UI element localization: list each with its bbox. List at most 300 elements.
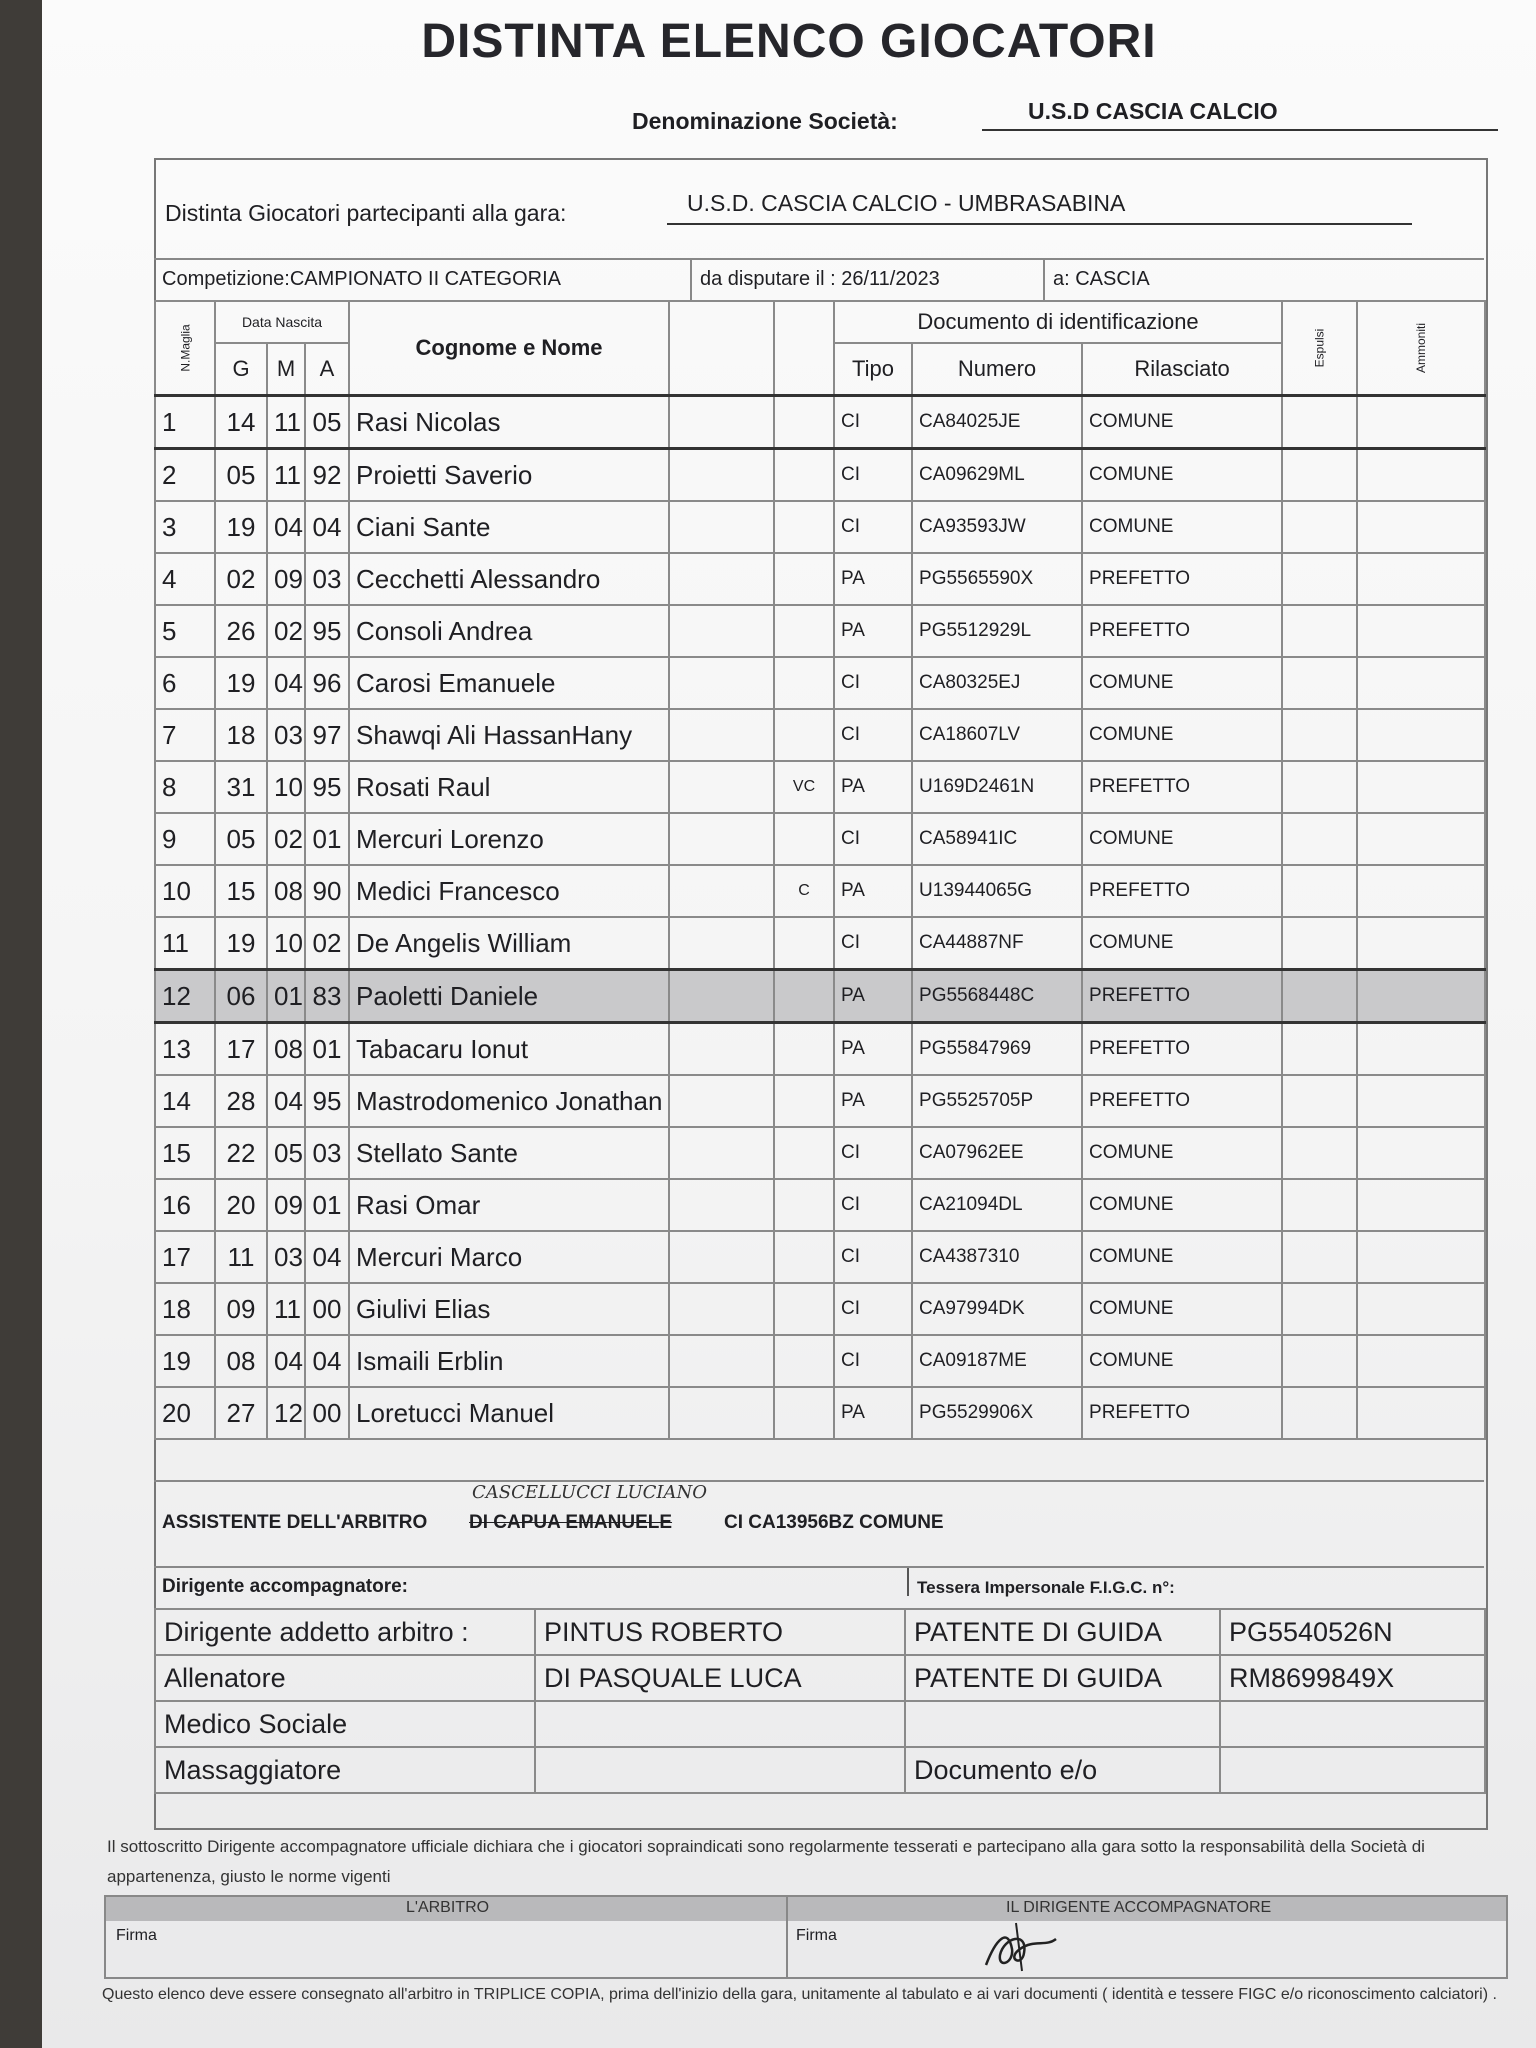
blank-cell-1 — [669, 449, 774, 502]
captain-mark-cell — [774, 813, 834, 865]
doc-issuer-cell: COMUNE — [1082, 1283, 1282, 1335]
jersey-number-cell: 12 — [155, 970, 215, 1023]
signature-divider — [786, 1897, 788, 1977]
staff-num-cell: RM8699849X — [1220, 1655, 1485, 1701]
numero-header: Numero — [912, 343, 1082, 396]
player-name-cell: Mastrodomenico Jonathan — [349, 1075, 669, 1127]
doc-type-cell: CI — [834, 813, 912, 865]
doc-number-cell: U13944065G — [912, 865, 1082, 917]
table-row — [155, 1335, 1485, 1387]
player-name-cell: Mercuri Lorenzo — [349, 813, 669, 865]
declaration-text: Il sottoscritto Dirigente accompagnatore ufficiale dichiara che i giocatori sopraindicati sono regolarmente tesserati e partecipano alla gara sotto la responsabilità della Società di appartenenza, giusto le norme vigenti — [107, 1837, 1425, 1886]
captain-mark-cell — [774, 709, 834, 761]
doc-type-cell: CI — [834, 1231, 912, 1283]
blank-cell-1 — [669, 605, 774, 657]
captain-mark-cell — [774, 605, 834, 657]
signature-box — [104, 1895, 1508, 1979]
birth-month-cell: 04 — [267, 1335, 305, 1387]
ammoniti-cell — [1357, 1179, 1485, 1231]
espulsi-cell — [1282, 1387, 1357, 1439]
birth-day-cell: 27 — [215, 1387, 267, 1439]
player-name-cell: Consoli Andrea — [349, 605, 669, 657]
staff-num-cell — [1220, 1701, 1485, 1747]
birth-month-cell: 03 — [267, 1231, 305, 1283]
jersey-number-cell: 20 — [155, 1387, 215, 1439]
player-name-cell: Rasi Omar — [349, 1179, 669, 1231]
doc-issuer-cell: COMUNE — [1082, 657, 1282, 709]
birth-year-cell: 83 — [305, 970, 349, 1023]
birth-month-cell: 02 — [267, 813, 305, 865]
birth-day-cell: 08 — [215, 1335, 267, 1387]
doc-type-cell: PA — [834, 605, 912, 657]
blank-cell-1 — [669, 1283, 774, 1335]
staff-name-cell — [535, 1701, 905, 1747]
match-label: Distinta Giocatori partecipanti alla gara: — [165, 200, 567, 226]
doc-type-cell: CI — [834, 657, 912, 709]
birthdate-header: Data Nascita — [215, 301, 349, 343]
doc-type-cell: CI — [834, 709, 912, 761]
assistant-row — [154, 1480, 1484, 1568]
blank-header-1 — [669, 301, 774, 396]
player-name-cell: Ciani Sante — [349, 501, 669, 553]
doc-type-cell: PA — [834, 1387, 912, 1439]
birth-month-cell: 11 — [267, 449, 305, 502]
jersey-number-cell: 19 — [155, 1335, 215, 1387]
table-row — [155, 657, 1485, 709]
staff-num-cell — [1220, 1747, 1485, 1793]
birth-day-cell: 11 — [215, 1231, 267, 1283]
ammoniti-cell — [1357, 657, 1485, 709]
birth-month-cell: 09 — [267, 553, 305, 605]
assistant-document: CI CA13956BZ COMUNE — [724, 1512, 944, 1533]
assistant-label: ASSISTENTE DELL'ARBITRO — [162, 1512, 428, 1533]
blank-cell-1 — [669, 1179, 774, 1231]
table-row — [155, 1231, 1485, 1283]
birth-year-cell: 05 — [305, 396, 349, 449]
birth-year-cell: 97 — [305, 709, 349, 761]
birth-year-cell: 00 — [305, 1283, 349, 1335]
espulsi-cell — [1282, 605, 1357, 657]
jersey-number-cell: 2 — [155, 449, 215, 502]
player-name-cell: Rosati Raul — [349, 761, 669, 813]
birth-month-cell: 05 — [267, 1127, 305, 1179]
birth-day-cell: 05 — [215, 449, 267, 502]
match-date: da disputare il : 26/11/2023 — [692, 260, 1045, 300]
player-name-cell: De Angelis William — [349, 917, 669, 970]
blank-header-2 — [774, 301, 834, 396]
jersey-number-cell: 13 — [155, 1023, 215, 1076]
staff-role-cell: Massaggiatore — [155, 1747, 535, 1793]
staff-doc-cell — [905, 1701, 1220, 1747]
birth-month-cell: 01 — [267, 970, 305, 1023]
doc-type-cell: PA — [834, 970, 912, 1023]
doc-number-cell: CA4387310 — [912, 1231, 1082, 1283]
birth-year-cell: 90 — [305, 865, 349, 917]
table-row — [155, 813, 1485, 865]
blank-cell-1 — [669, 970, 774, 1023]
ammoniti-cell — [1357, 1231, 1485, 1283]
espulsi-cell — [1282, 970, 1357, 1023]
captain-mark-cell — [774, 917, 834, 970]
doc-number-cell: CA97994DK — [912, 1283, 1082, 1335]
doc-issuer-cell: PREFETTO — [1082, 970, 1282, 1023]
player-name-cell: Loretucci Manuel — [349, 1387, 669, 1439]
player-name-cell: Medici Francesco — [349, 865, 669, 917]
jersey-number-cell: 11 — [155, 917, 215, 970]
dirigente-sign-label: IL DIRIGENTE ACCOMPAGNATORE — [1006, 1899, 1272, 1916]
day-header: G — [215, 343, 267, 396]
doc-number-cell: CA18607LV — [912, 709, 1082, 761]
table-row — [155, 709, 1485, 761]
jersey-number-cell: 14 — [155, 1075, 215, 1127]
captain-mark-cell — [774, 1127, 834, 1179]
doc-issuer-cell: PREFETTO — [1082, 1075, 1282, 1127]
player-name-cell: Giulivi Elias — [349, 1283, 669, 1335]
birth-day-cell: 15 — [215, 865, 267, 917]
doc-issuer-cell: PREFETTO — [1082, 761, 1282, 813]
espulsi-cell — [1282, 396, 1357, 449]
birth-day-cell: 19 — [215, 657, 267, 709]
captain-mark-cell — [774, 657, 834, 709]
month-header: M — [267, 343, 305, 396]
table-row — [155, 1387, 1485, 1439]
table-row — [155, 396, 1485, 449]
doc-type-cell: CI — [834, 1127, 912, 1179]
rilasciato-header: Rilasciato — [1082, 343, 1282, 396]
player-table — [154, 300, 1486, 1440]
blank-cell-1 — [669, 1023, 774, 1076]
birth-day-cell: 31 — [215, 761, 267, 813]
staff-row — [155, 1609, 1485, 1655]
doc-type-cell: PA — [834, 553, 912, 605]
captain-mark-cell — [774, 1023, 834, 1076]
firma-dirigente-label: Firma — [796, 1927, 837, 1944]
jersey-number-cell: 5 — [155, 605, 215, 657]
birth-day-cell: 05 — [215, 813, 267, 865]
espulsi-cell — [1282, 1023, 1357, 1076]
captain-mark-cell — [774, 501, 834, 553]
doc-type-cell: CI — [834, 1283, 912, 1335]
jersey-number-cell: 15 — [155, 1127, 215, 1179]
birth-year-cell: 95 — [305, 761, 349, 813]
staff-doc-cell: PATENTE DI GUIDA — [905, 1609, 1220, 1655]
birth-month-cell: 08 — [267, 1023, 305, 1076]
doc-issuer-cell: COMUNE — [1082, 813, 1282, 865]
espulsi-cell — [1282, 1283, 1357, 1335]
blank-cell-1 — [669, 1387, 774, 1439]
birth-day-cell: 19 — [215, 501, 267, 553]
doc-number-cell: CA93593JW — [912, 501, 1082, 553]
match-value: U.S.D. CASCIA CALCIO - UMBRASABINA — [667, 190, 1412, 225]
doc-issuer-cell: PREFETTO — [1082, 865, 1282, 917]
doc-type-cell: PA — [834, 1075, 912, 1127]
captain-mark-cell: C — [774, 865, 834, 917]
captain-mark-cell — [774, 1231, 834, 1283]
staff-role-cell: Allenatore — [155, 1655, 535, 1701]
blank-cell-1 — [669, 1127, 774, 1179]
ammoniti-cell — [1357, 761, 1485, 813]
doc-issuer-cell: COMUNE — [1082, 501, 1282, 553]
match-place: a: CASCIA — [1053, 268, 1150, 290]
birth-year-cell: 95 — [305, 1075, 349, 1127]
birth-year-cell: 01 — [305, 1023, 349, 1076]
ammoniti-cell — [1357, 813, 1485, 865]
espulsi-cell — [1282, 657, 1357, 709]
table-row — [155, 553, 1485, 605]
espulsi-cell — [1282, 813, 1357, 865]
doc-number-cell: PG5525705P — [912, 1075, 1082, 1127]
birth-year-cell: 03 — [305, 553, 349, 605]
doc-type-cell: CI — [834, 449, 912, 502]
dirigente-label: Dirigente accompagnatore: — [162, 1576, 408, 1597]
birth-day-cell: 17 — [215, 1023, 267, 1076]
espulsi-cell — [1282, 865, 1357, 917]
birth-month-cell: 04 — [267, 657, 305, 709]
blank-cell-1 — [669, 1075, 774, 1127]
doc-issuer-cell: COMUNE — [1082, 1179, 1282, 1231]
blank-cell-1 — [669, 917, 774, 970]
blank-cell-1 — [669, 553, 774, 605]
espulsi-cell — [1282, 1127, 1357, 1179]
assistant-name: DI CAPUA EMANUELE — [469, 1512, 673, 1533]
ammoniti-cell — [1357, 917, 1485, 970]
table-row — [155, 761, 1485, 813]
doc-type-cell: CI — [834, 1335, 912, 1387]
doc-number-cell: PG5512929L — [912, 605, 1082, 657]
document-page — [42, 0, 1536, 2048]
doc-type-cell: CI — [834, 1179, 912, 1231]
player-name-cell: Mercuri Marco — [349, 1231, 669, 1283]
captain-mark-cell — [774, 1179, 834, 1231]
staff-row — [155, 1655, 1485, 1701]
blank-cell-1 — [669, 761, 774, 813]
birth-month-cell: 09 — [267, 1179, 305, 1231]
ammoniti-cell — [1357, 970, 1485, 1023]
jersey-number-cell: 17 — [155, 1231, 215, 1283]
staff-row — [155, 1747, 1485, 1793]
birth-year-cell: 96 — [305, 657, 349, 709]
captain-mark-cell — [774, 1387, 834, 1439]
table-row — [155, 1075, 1485, 1127]
espulsi-cell — [1282, 761, 1357, 813]
handwritten-signature — [976, 1919, 1066, 1975]
espulsi-cell — [1282, 709, 1357, 761]
espulsi-cell — [1282, 501, 1357, 553]
staff-row — [155, 1701, 1485, 1747]
ammoniti-cell — [1357, 1283, 1485, 1335]
doc-issuer-cell: PREFETTO — [1082, 553, 1282, 605]
blank-cell-1 — [669, 1335, 774, 1387]
espulsi-cell — [1282, 1179, 1357, 1231]
table-row — [155, 1179, 1485, 1231]
arbitro-label: L'ARBITRO — [406, 1899, 490, 1916]
doc-issuer-cell: PREFETTO — [1082, 605, 1282, 657]
jersey-number-cell: 4 — [155, 553, 215, 605]
blank-cell-1 — [669, 865, 774, 917]
espulsi-cell — [1282, 917, 1357, 970]
birth-year-cell: 04 — [305, 1335, 349, 1387]
table-row — [155, 605, 1485, 657]
jersey-number-cell: 7 — [155, 709, 215, 761]
ammoniti-cell — [1357, 605, 1485, 657]
captain-mark-cell — [774, 553, 834, 605]
jersey-number-cell: 3 — [155, 501, 215, 553]
doc-issuer-cell: COMUNE — [1082, 449, 1282, 502]
document-header: Documento di identificazione — [834, 301, 1282, 343]
doc-issuer-cell: PREFETTO — [1082, 1387, 1282, 1439]
birth-month-cell: 12 — [267, 1387, 305, 1439]
doc-issuer-cell: COMUNE — [1082, 1231, 1282, 1283]
doc-issuer-cell: COMUNE — [1082, 396, 1282, 449]
competition-label: Competizione:CAMPIONATO II CATEGORIA — [154, 260, 692, 300]
doc-number-cell: CA21094DL — [912, 1179, 1082, 1231]
jersey-number-cell: 9 — [155, 813, 215, 865]
birth-month-cell: 10 — [267, 761, 305, 813]
doc-number-cell: PG5529906X — [912, 1387, 1082, 1439]
table-row — [155, 917, 1485, 970]
ammoniti-cell — [1357, 865, 1485, 917]
ammoniti-cell — [1357, 1075, 1485, 1127]
player-name-cell: Paoletti Daniele — [349, 970, 669, 1023]
table-row — [155, 970, 1485, 1023]
doc-number-cell: CA07962EE — [912, 1127, 1082, 1179]
ammoniti-cell — [1357, 553, 1485, 605]
assistant-handwritten-name: CASCELLUCCI LUCIANO — [472, 1482, 708, 1503]
doc-issuer-cell: COMUNE — [1082, 1127, 1282, 1179]
birth-year-cell: 03 — [305, 1127, 349, 1179]
staff-num-cell: PG5540526N — [1220, 1609, 1485, 1655]
jersey-number-cell: 1 — [155, 396, 215, 449]
espulsi-cell — [1282, 1075, 1357, 1127]
jersey-number-cell: 18 — [155, 1283, 215, 1335]
ammoniti-cell — [1357, 709, 1485, 761]
year-header: A — [305, 343, 349, 396]
doc-number-cell: PG55847969 — [912, 1023, 1082, 1076]
captain-mark-cell — [774, 1335, 834, 1387]
blank-cell-1 — [669, 501, 774, 553]
firma-arbitro-label: Firma — [116, 1927, 157, 1944]
birth-month-cell: 08 — [267, 865, 305, 917]
ammoniti-cell — [1357, 1127, 1485, 1179]
staff-name-cell: DI PASQUALE LUCA — [535, 1655, 905, 1701]
maglia-header: N.Maglia — [155, 301, 215, 396]
staff-doc-cell: Documento e/o — [905, 1747, 1220, 1793]
birth-month-cell: 03 — [267, 709, 305, 761]
doc-type-cell: CI — [834, 501, 912, 553]
player-name-cell: Rasi Nicolas — [349, 396, 669, 449]
doc-number-cell: PG5565590X — [912, 553, 1082, 605]
captain-mark-cell — [774, 1075, 834, 1127]
jersey-number-cell: 6 — [155, 657, 215, 709]
doc-issuer-cell: COMUNE — [1082, 917, 1282, 970]
jersey-number-cell: 10 — [155, 865, 215, 917]
espulsi-header: Espulsi — [1282, 301, 1357, 396]
tessera-label: Tessera Impersonale F.I.G.C. n°: — [907, 1568, 1175, 1596]
staff-role-cell: Medico Sociale — [155, 1701, 535, 1747]
jersey-number-cell: 8 — [155, 761, 215, 813]
espulsi-cell — [1282, 449, 1357, 502]
ammoniti-cell — [1357, 396, 1485, 449]
player-name-cell: Cecchetti Alessandro — [349, 553, 669, 605]
doc-issuer-cell: PREFETTO — [1082, 1023, 1282, 1076]
doc-type-cell: PA — [834, 865, 912, 917]
table-row — [155, 449, 1485, 502]
captain-mark-cell — [774, 1283, 834, 1335]
player-name-cell: Carosi Emanuele — [349, 657, 669, 709]
captain-mark-cell — [774, 970, 834, 1023]
doc-number-cell: CA58941IC — [912, 813, 1082, 865]
doc-issuer-cell: COMUNE — [1082, 1335, 1282, 1387]
staff-table — [154, 1608, 1486, 1794]
doc-issuer-cell: COMUNE — [1082, 709, 1282, 761]
birth-month-cell: 04 — [267, 1075, 305, 1127]
ammoniti-cell — [1357, 1335, 1485, 1387]
table-row — [155, 1127, 1485, 1179]
jersey-number-cell: 16 — [155, 1179, 215, 1231]
birth-year-cell: 02 — [305, 917, 349, 970]
birth-day-cell: 02 — [215, 553, 267, 605]
birth-year-cell: 04 — [305, 1231, 349, 1283]
ammoniti-header: Ammoniti — [1357, 301, 1485, 396]
birth-day-cell: 06 — [215, 970, 267, 1023]
birth-day-cell: 09 — [215, 1283, 267, 1335]
birth-month-cell: 11 — [267, 1283, 305, 1335]
birth-year-cell: 92 — [305, 449, 349, 502]
doc-number-cell: CA44887NF — [912, 917, 1082, 970]
player-name-cell: Stellato Sante — [349, 1127, 669, 1179]
signature-header — [106, 1897, 1506, 1921]
birth-day-cell: 28 — [215, 1075, 267, 1127]
doc-type-cell: PA — [834, 1023, 912, 1076]
player-name-cell: Shawqi Ali HassanHany — [349, 709, 669, 761]
espulsi-cell — [1282, 553, 1357, 605]
doc-type-cell: PA — [834, 761, 912, 813]
birth-day-cell: 14 — [215, 396, 267, 449]
birth-year-cell: 00 — [305, 1387, 349, 1439]
document-title: DISTINTA ELENCO GIOCATORI — [421, 15, 1157, 68]
tipo-header: Tipo — [834, 343, 912, 396]
blank-cell-1 — [669, 396, 774, 449]
ammoniti-cell — [1357, 1387, 1485, 1439]
doc-number-cell: U169D2461N — [912, 761, 1082, 813]
table-row — [155, 1283, 1485, 1335]
birth-year-cell: 95 — [305, 605, 349, 657]
birth-month-cell: 02 — [267, 605, 305, 657]
name-header: Cognome e Nome — [349, 301, 669, 396]
player-name-cell: Tabacaru Ionut — [349, 1023, 669, 1076]
ammoniti-cell — [1357, 1023, 1485, 1076]
captain-mark-cell: VC — [774, 761, 834, 813]
staff-role-cell: Dirigente addetto arbitro : — [155, 1609, 535, 1655]
table-row — [155, 865, 1485, 917]
doc-type-cell: CI — [834, 917, 912, 970]
birth-day-cell: 26 — [215, 605, 267, 657]
ammoniti-cell — [1357, 501, 1485, 553]
staff-name-cell — [535, 1747, 905, 1793]
dirigente-row — [154, 1568, 1484, 1610]
birth-day-cell: 20 — [215, 1179, 267, 1231]
birth-day-cell: 22 — [215, 1127, 267, 1179]
doc-number-cell: CA09629ML — [912, 449, 1082, 502]
competition-row — [154, 258, 1484, 302]
blank-cell-1 — [669, 709, 774, 761]
table-row — [155, 1023, 1485, 1076]
birth-year-cell: 04 — [305, 501, 349, 553]
doc-number-cell: CA80325EJ — [912, 657, 1082, 709]
espulsi-cell — [1282, 1335, 1357, 1387]
birth-month-cell: 04 — [267, 501, 305, 553]
society-label: Denominazione Società: — [632, 108, 898, 134]
